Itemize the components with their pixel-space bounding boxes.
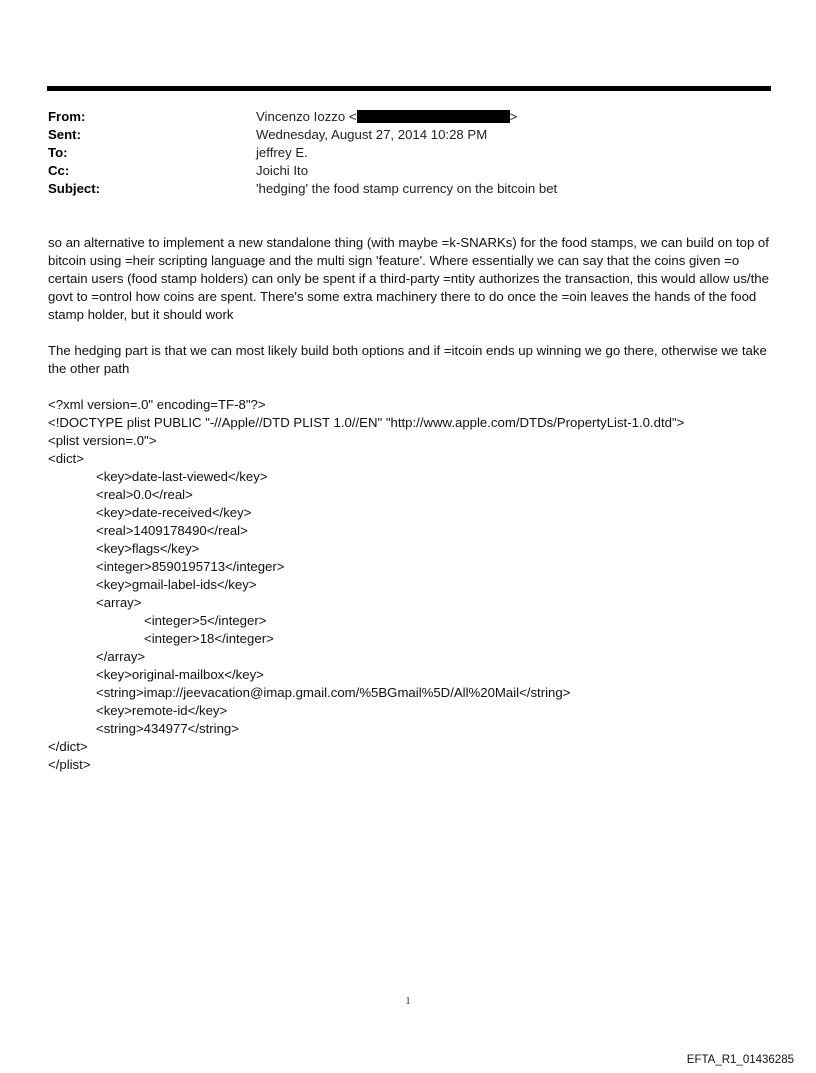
sent-label: Sent: [48,127,81,142]
from-row [48,108,768,126]
xml-line: <key>original-mailbox</key> [96,667,264,682]
sent-value: Wednesday, August 27, 2014 10:28 PM [256,127,488,142]
xml-line: <string>imap://jeevacation@imap.gmail.com/%5BGmail%5D/All%20Mail</string> [96,685,571,700]
xml-line: <key>gmail-label-ids</key> [96,577,257,592]
sent-row [48,126,768,144]
xml-line: </array> [96,649,146,664]
xml-line: <dict> [48,451,84,466]
body-paragraph-2: The hedging part is that we can most likely build both options and if =itcoin ends up winning we go there, otherwise we take the other path [48,343,767,376]
email-header [48,108,768,198]
xml-line: </dict> [48,739,88,754]
xml-line: <key>date-last-viewed</key> [96,469,268,484]
xml-line: <!DOCTYPE plist PUBLIC "-//Apple//DTD PLIST 1.0//EN" "http://www.apple.com/DTDs/PropertyList-1.0.dtd"> [48,415,685,430]
from-label: From: [48,109,86,124]
cc-label: Cc: [48,163,70,178]
xml-line: <integer>8590195713</integer> [96,559,285,574]
page-number: 1 [405,996,411,1007]
subject-row [48,180,768,198]
from-tail: > [509,109,518,124]
to-label: To: [48,145,68,160]
cc-value: Joichi Ito [256,163,309,178]
xml-line: <real>1409178490</real> [96,523,248,538]
email-body [48,234,770,774]
xml-line: <integer>18</integer> [144,631,274,646]
header-rule [47,86,771,91]
from-value [256,108,768,126]
from-name: Vincenzo Iozzo < [256,109,357,124]
subject-value: 'hedging' the food stamp currency on the bitcoin bet [256,181,558,196]
body-paragraph-1: so an alternative to implement a new standalone thing (with maybe =k-SNARKs) for the food stamps, we can build on top of bitcoin using =heir scripting language and the multi sign 'feature'. Where essentially we can say that the coins given =o certain users (food stamp holders) can only be spent if a third-party =ntity authorizes the transaction, this would allow us/the govt to =ontrol how coins are spent. There's some extra machinery there to do once the =oin leaves the hands of the food stamp holder, but it should work [48,235,769,322]
redaction-bar [357,110,510,123]
xml-line: <array> [96,595,142,610]
xml-line: <key>date-received</key> [96,505,252,520]
to-value: jeffrey E. [256,145,308,160]
xml-line: <?xml version=.0" encoding=TF-8"?> [48,397,266,412]
subject-label: Subject: [48,181,101,196]
xml-line: </plist> [48,757,91,772]
document-id: EFTA_R1_01436285 [686,1054,794,1066]
xml-line: <real>0.0</real> [96,487,193,502]
xml-line: <plist version=.0"> [48,433,157,448]
to-row [48,144,768,162]
xml-line: <string>434977</string> [96,721,239,736]
cc-row [48,162,768,180]
xml-line: <key>remote-id</key> [96,703,228,718]
xml-line: <key>flags</key> [96,541,200,556]
xml-line: <integer>5</integer> [144,613,267,628]
xml-block [48,396,770,774]
